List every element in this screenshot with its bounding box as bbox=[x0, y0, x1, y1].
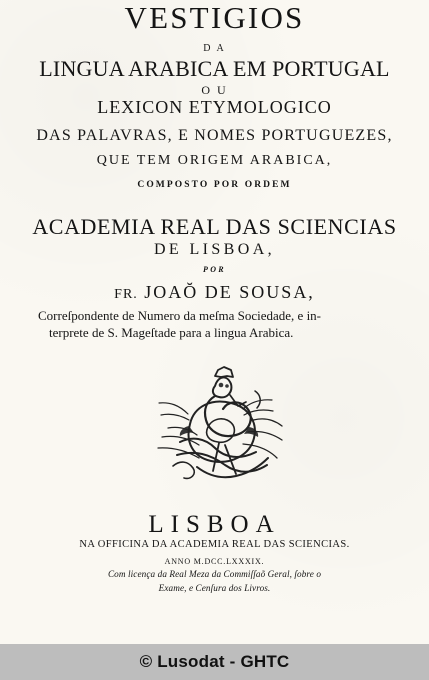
license-line-1: Com licença da Real Meza da Commiſſaõ Geral, ſobre o bbox=[107, 569, 322, 579]
subtitle-lexicon: LEXICON ETYMOLOGICO bbox=[97, 97, 332, 117]
imprint-city: LISBOA bbox=[148, 511, 281, 538]
by-line: POR bbox=[203, 265, 226, 274]
author-line bbox=[0, 283, 429, 302]
subtitle-palavras: DAS PALAVRAS, E NOMES PORTUGUEZES, bbox=[36, 127, 393, 144]
composed-by-line: COMPOSTO POR ORDEM bbox=[137, 180, 292, 190]
author-prefix: FR. bbox=[114, 287, 138, 302]
copyright-footer: © Lusodat - GHTC bbox=[0, 644, 429, 680]
title-connector-da: D A bbox=[203, 43, 226, 54]
academy-emblem-icon bbox=[145, 366, 287, 484]
imprint-press: NA OFFICINA DA ACADEMIA REAL DAS SCIENCIAS. bbox=[79, 539, 350, 550]
license-line-2: Exame, e Cenſura dos Livros. bbox=[158, 583, 271, 593]
author-description-line-2: terprete de S. Mageſtade para a lingua Arabica. bbox=[49, 325, 294, 340]
author-description-line-1: Correſpondente de Numero da meſma Sociedade, e in- bbox=[38, 308, 322, 323]
academy-location: DE LISBOA, bbox=[153, 241, 276, 258]
publication-year: ANNO M.DCC.LXXXIX. bbox=[164, 557, 265, 566]
academy-name: ACADEMIA REAL DAS SCIENCIAS bbox=[32, 214, 397, 239]
title-connector-ou: O U bbox=[201, 83, 228, 97]
subtitle-lingua: LINGUA ARABICA EM PORTUGAL bbox=[39, 56, 390, 81]
book-title: VESTIGIOS bbox=[124, 0, 305, 35]
subtitle-origem: QUE TEM ORIGEM ARABICA, bbox=[96, 153, 333, 168]
author-name: JOAŎ DE SOUSA, bbox=[144, 282, 315, 302]
